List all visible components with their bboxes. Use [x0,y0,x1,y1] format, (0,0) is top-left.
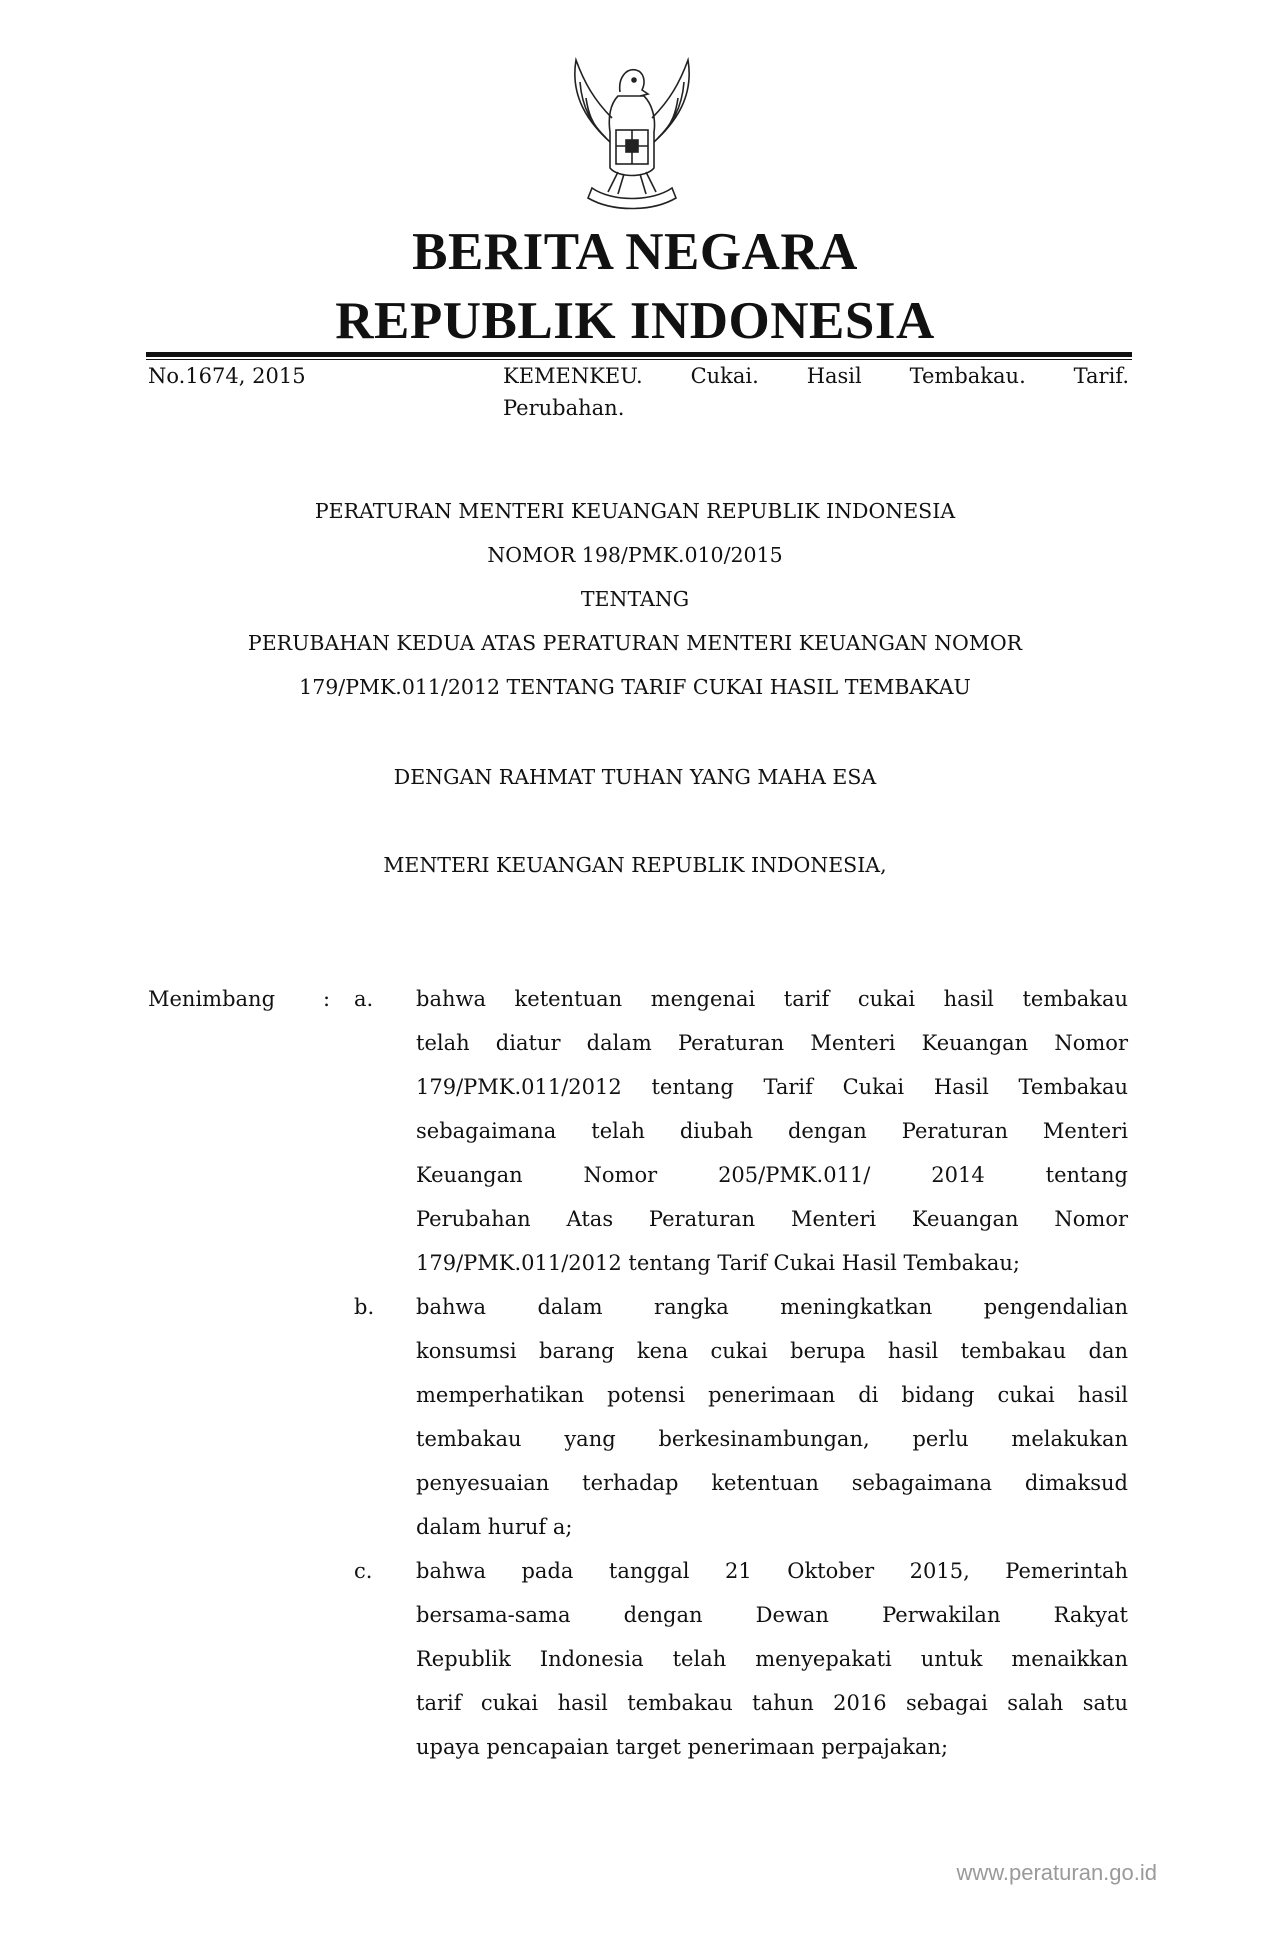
masthead-title-line1: BERITA NEGARA [412,223,858,281]
garuda-pancasila-emblem-icon [548,52,716,214]
menimbang-colon: : [323,987,331,1011]
item-b-line: konsumsi barang kena cukai berupa hasil tembakau dan [416,1339,1128,1363]
item-b-line: bahwa dalam rangka meningkatkan pengendalian [416,1295,1128,1319]
item-letter-c: c. [354,1559,373,1583]
menimbang-label: Menimbang [148,987,276,1011]
item-c-line: bahwa pada tanggal 21 Oktober 2015, Pemerintah [416,1559,1128,1583]
regulation-tentang: TENTANG [580,587,690,611]
issuer-line: MENTERI KEUANGAN REPUBLIK INDONESIA, [383,853,887,877]
item-c-line: tarif cukai hasil tembakau tahun 2016 sebagai salah satu [416,1691,1128,1715]
item-a-line: Keuangan Nomor 205/PMK.011/ 2014 tentang [416,1163,1128,1187]
item-c-line: Republik Indonesia telah menyepakati untuk menaikkan [416,1647,1128,1671]
masthead-rule-thick [146,352,1132,357]
item-a-line: 179/PMK.011/2012 tentang Tarif Cukai Hasil Tembakau [416,1075,1128,1099]
item-c-line: bersama-sama dengan Dewan Perwakilan Rakyat [416,1603,1128,1627]
item-b-line: penyesuaian terhadap ketentuan sebagaimana dimaksud [416,1471,1128,1495]
item-a-line: 179/PMK.011/2012 tentang Tarif Cukai Hasil Tembakau; [416,1251,1020,1275]
masthead-title-line2: REPUBLIK INDONESIA [335,292,935,350]
regulation-title-line1: PERATURAN MENTERI KEUANGAN REPUBLIK INDONESIA [314,499,956,523]
item-a-line: telah diatur dalam Peraturan Menteri Keuangan Nomor [416,1031,1128,1055]
item-c-line: upaya pencapaian target penerimaan perpajakan; [416,1735,949,1759]
item-a-line: sebagaimana telah diubah dengan Peraturan Menteri [416,1119,1128,1143]
item-a-line: Perubahan Atas Peraturan Menteri Keuangan Nomor [416,1207,1128,1231]
gazette-topic-line1: KEMENKEU. Cukai. Hasil Tembakau. Tarif. [503,364,1129,388]
item-a-line: bahwa ketentuan mengenai tarif cukai hasil tembakau [416,987,1128,1011]
regulation-number: NOMOR 198/PMK.010/2015 [487,543,783,567]
item-letter-b: b. [354,1295,375,1319]
blessing-line: DENGAN RAHMAT TUHAN YANG MAHA ESA [393,765,877,789]
regulation-subject-line2: 179/PMK.011/2012 TENTANG TARIF CUKAI HASIL TEMBAKAU [299,675,971,699]
footer-website-link[interactable]: www.peraturan.go.id [956,1860,1157,1885]
gazette-number: No.1674, 2015 [148,364,306,388]
item-letter-a: a. [354,987,374,1011]
regulation-subject-line1: PERUBAHAN KEDUA ATAS PERATURAN MENTERI KEUANGAN NOMOR [247,631,1023,655]
item-b-line: dalam huruf a; [416,1515,573,1539]
item-b-line: tembakau yang berkesinambungan, perlu melakukan [416,1427,1128,1451]
gazette-topic-line2: Perubahan. [503,396,625,420]
item-b-line: memperhatikan potensi penerimaan di bidang cukai hasil [416,1383,1128,1407]
